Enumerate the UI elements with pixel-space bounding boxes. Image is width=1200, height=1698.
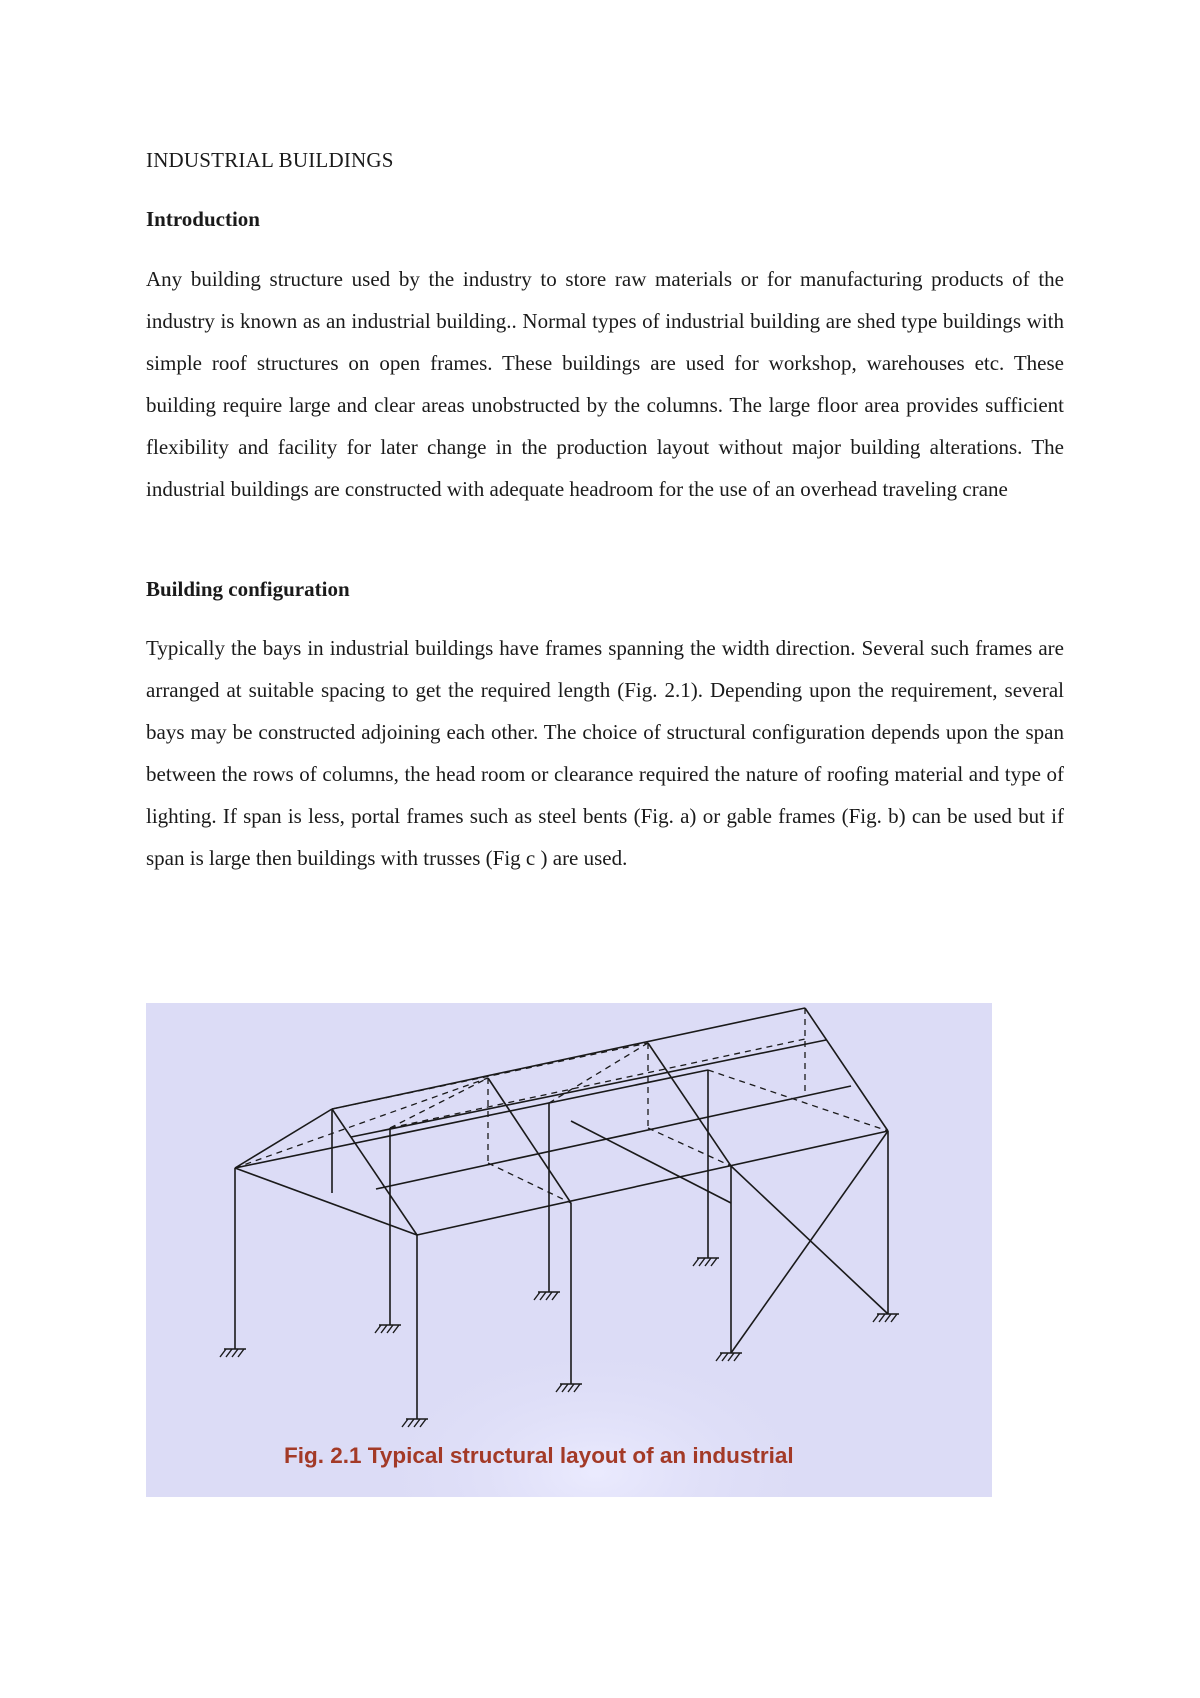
brace-wall-b [731,1166,888,1314]
support-5 [534,1292,560,1300]
section-heading-introduction: Introduction [146,207,260,231]
brace-wall-a [731,1131,888,1353]
support-8 [873,1314,899,1322]
support-1 [220,1349,246,1357]
gable-rafter-left-b [332,1109,417,1235]
brace-roof [571,1121,731,1203]
support-7 [693,1258,719,1266]
figure-caption: Fig. 2.1 Typical structural layout of an industrial [284,1443,794,1468]
section-heading-building-configuration: Building configuration [146,577,350,601]
paragraph-building-configuration: Typically the bays in industrial buildings have frames spanning the width direction. Several such frames are arranged at suitable spacing to get the required length (Fig. 2.1). Depending upon the requirement, several bays may be constructed adjoining each other. The choice of structural configuration depends upon the span between the rows of columns, the head room or clearance required the nature of roofing material and type of lighting. If span is less, portal frames such as steel bents (Fig. a) or gable frames (Fig. b) can be used but if span is large then buildings with trusses (Fig c ) are used. [146,636,1064,870]
back-eave [235,1070,708,1168]
purlin-2 [376,1086,851,1189]
gable-rafter-left-a [235,1109,332,1168]
watermark-globe [356,1333,836,1497]
figure-structural-layout [146,1003,992,1497]
dashed-members [235,1008,888,1203]
support-3 [375,1325,401,1333]
document-title: INDUSTRIAL BUILDINGS [146,148,394,172]
structural-frame-diagram [146,1003,992,1497]
paragraph-introduction: Any building structure used by the industry to store raw materials or for manufacturing products of the industry is known as an industrial building.. Normal types of industrial building are shed type buildings with simple roof structures on open frames. These buildings are used for workshop, warehouses etc. These building require large and clear areas unobstructed by the columns. The large floor area provides sufficient flexibility and facility for later change in the production layout without major building alterations. The industrial buildings are constructed with adequate headroom for the use of an overhead traveling crane [146,267,1064,501]
dashed-back-gable [708,1070,888,1131]
gable-rafter-right-b [805,1008,888,1131]
